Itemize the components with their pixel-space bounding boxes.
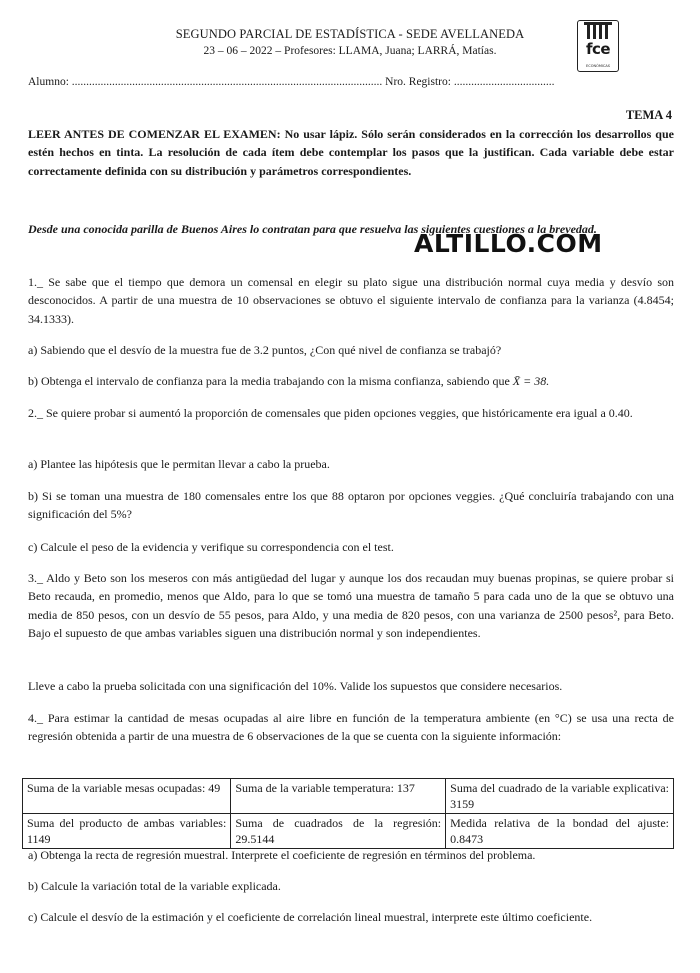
q3-task: Lleve a cabo la prueba solicitada con una significación del 10%. Valide los supuestos que considere necesarios. [28,679,563,693]
instructions [28,125,674,180]
logo-text: fce [585,40,611,58]
q2-c: c) Calcule el peso de la evidencia y verifique su correspondencia con el test. [28,540,394,554]
q4-data-table [22,778,674,849]
exam-title: SEGUNDO PARCIAL DE ESTADÍSTICA - SEDE AVELLANEDA [175,27,525,41]
q1-b-text: b) Obtenga el intervalo de confianza para la media trabajando con la misma confianza, sabiendo que [28,374,513,388]
q4-b: b) Calcule la variación total de la variable explicada. [28,879,281,893]
q2-a: a) Plantee las hipótesis que le permitan llevar a cabo la prueba. [28,457,330,471]
tema-label: TEMA 4 [625,108,672,122]
table-cell: Suma de cuadrados de la regresión: 29.5144 [231,814,446,849]
table-cell: Suma de la variable mesas ocupadas: 49 [23,779,231,814]
q1-b [28,372,674,390]
q4-a: a) Obtenga la recta de regresión muestral. Interprete el coeficiente de regresión en términos del problema. [28,848,536,862]
watermark: ALTILLO.COM [414,229,603,258]
q2-b: b) Si se toman una muestra de 180 comensales entre los que 88 optaron por opciones veggies. ¿Qué concluiría trabajando con una significación del 5%? [28,489,674,522]
table-row [23,779,674,814]
intro-text: Desde una conocida parilla de Buenos Aires lo contratan para que resuelva las siguientes cuestiones a la brevedad. [28,222,597,236]
exam-subtitle: 23 – 06 – 2022 – Profesores: LLAMA, Juana; LARRÁ, Matías. [203,45,497,57]
q2-stem: 2._ Se quiere probar si aumentó la proporción de comensales que piden opciones veggies, que históricamente era igual a 0.40. [28,406,633,420]
faculty-logo [577,20,619,72]
table-cell: Suma de la variable temperatura: 137 [231,779,446,814]
q1-stem: 1._ Se sabe que el tiempo que demora un comensal en elegir su plato sigue una distribución normal cuya media y desvío son desconocidos. A partir de una muestra de 10 observaciones se obtuvo el siguiente intervalo de confianza para la varianza (4.8454; 34.1333). [28,275,674,326]
q3-stem: 3._ Aldo y Beto son los meseros con más antigüedad del lugar y aunque los dos recaudan muy buenas propinas, se quiere probar si Beto recauda, en promedio, menos que Aldo, para lo que se tomó una muestra de tamaño 5 para cada uno de la que se obtuvo una media de 850 pesos, con un desvío de 55 pesos, para Aldo, y una media de 820 pesos, con una varianza de 2500 pesos², para Beto. Bajo el supuesto de que ambas variables siguen una distribución normal y son independientes. [28,571,674,640]
q4-stem: 4._ Para estimar la cantidad de mesas ocupadas al aire libre en función de la temperatura ambiente (en °C) se usa una recta de regresión obtenida a partir de una muestra de 6 observaciones de la que se cuenta con la siguiente información: [28,711,674,744]
table-cell: Medida relativa de la bondad del ajuste: 0.8473 [446,814,674,849]
instructions-lead: LEER ANTES DE COMENZAR EL EXAMEN: [28,127,281,141]
table-cell: Suma del producto de ambas variables: 1149 [23,814,231,849]
q1-a: a) Sabiendo que el desvío de la muestra fue de 3.2 puntos, ¿Con qué nivel de confianza se trabajó? [28,343,502,357]
table-row [23,814,674,849]
table-cell: Suma del cuadrado de la variable explicativa: 3159 [446,779,674,814]
logo-subtext: ECONÓMICAS [586,64,610,68]
instructions-body: No usar lápiz. Sólo serán considerados en la corrección los desarrollos que estén hechos en tinta. La resolución de cada ítem debe contemplar los pasos que la justifican. Cada variable debe estar correctamente definida con su distribución y parámetros correspondientes. [28,127,674,178]
q4-c: c) Calcule el desvío de la estimación y el coeficiente de correlación lineal muestral, interprete este último coeficiente. [28,910,593,924]
q1-b-formula: X̄ = 38. [512,374,550,388]
student-line: Alumno: ............................................................................................................ Nro. Registro: ................................... [28,76,555,88]
